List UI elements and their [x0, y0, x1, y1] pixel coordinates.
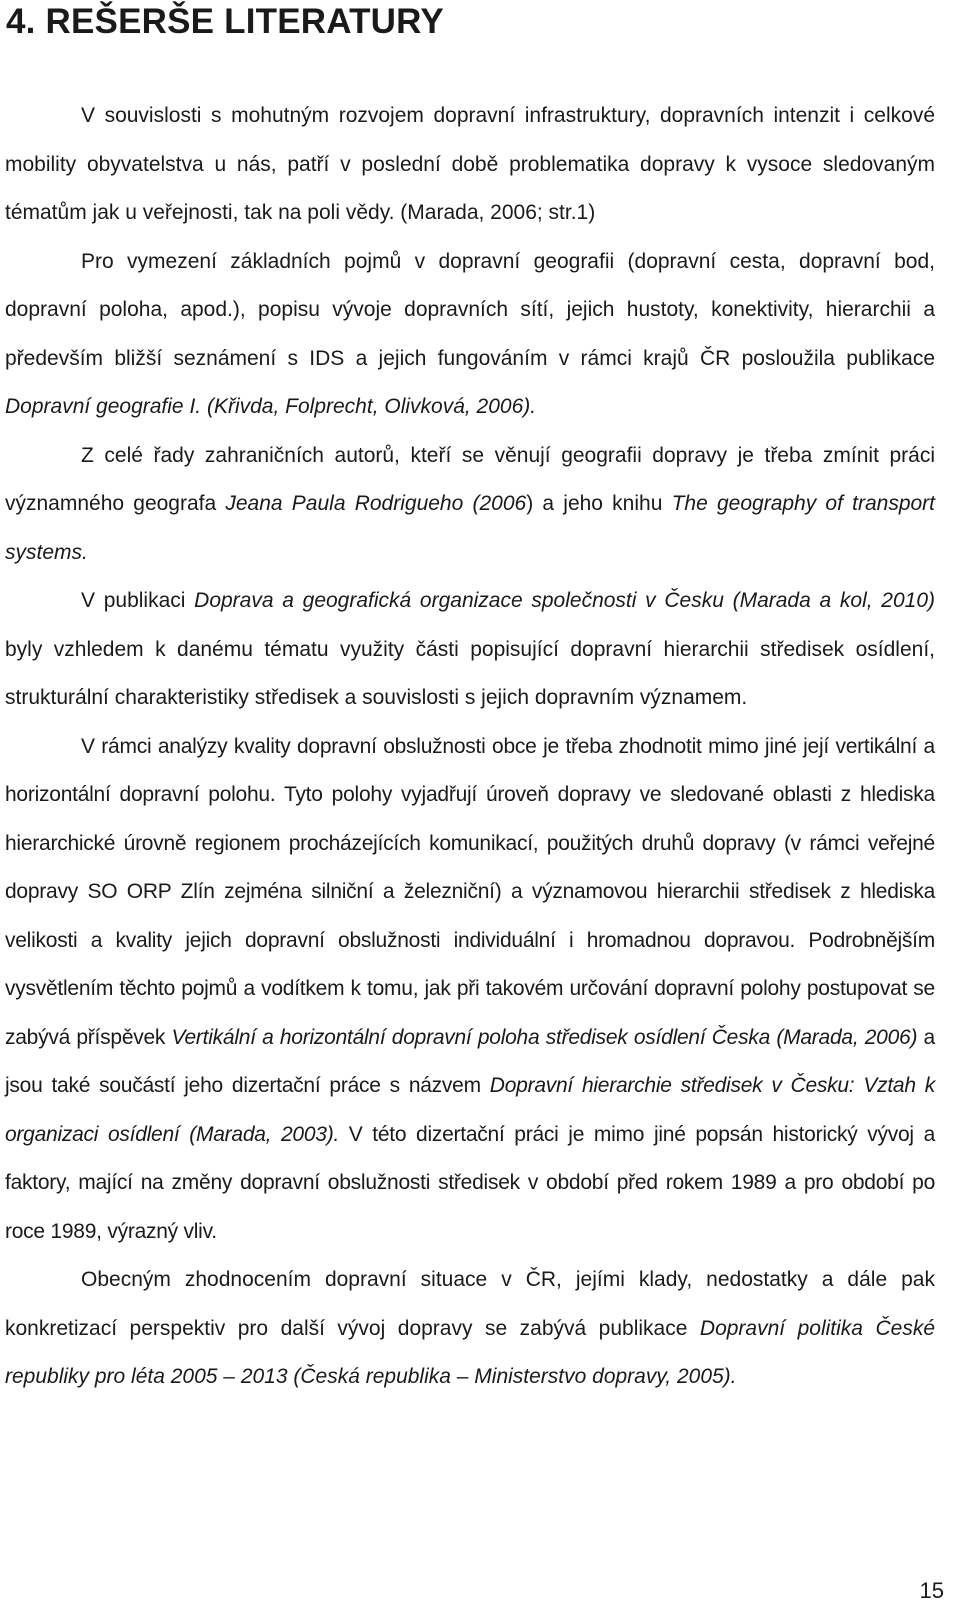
paragraph-3	[5, 432, 935, 578]
paragraph-4-text: V publikaci	[81, 589, 195, 612]
paragraph-3-text: Z celé řady zahraničních autorů, kteří se věnují geografii dopravy je třeba zmínit práci významného geografa	[5, 443, 935, 515]
paragraph-6-publication: Dopravní politika České republiky pro léta 2005 – 2013 (Česká republika – Ministerstvo dopravy, 2005).	[5, 1316, 935, 1388]
paragraph-4-publication: Doprava a geografická organizace společnosti v Česku (Marada a kol, 2010)	[194, 589, 935, 612]
paragraph-2-title: Dopravní geografie I.	[5, 395, 202, 418]
paragraph-6-text: Obecným zhodnocením dopravní situace v ČR, jejími klady, nedostatky a dále pak konkretizací perspektiv pro další vývoj dopravy se zabývá publikace	[5, 1268, 935, 1340]
page-number: 15	[919, 1578, 944, 1603]
paragraph-1-text: V souvislosti s mohutným rozvojem dopravní infrastruktury, dopravních intenzit i celkové mobility obyvatelstva u nás, patří v poslední době problematika dopravy k vysoce sledovaným tématům jak u veřejnosti, tak na poli vědy. (Marada, 2006; str.1)	[5, 104, 935, 224]
section-heading: 4. REŠERŠE LITERATURY	[6, 2, 444, 41]
paragraph-5-dissertation-title: Dopravní hierarchie středisek v Česku: Vztah k organizaci osídlení (Marada, 2003).	[5, 1074, 935, 1146]
paragraph-5-text-3: V této dizertační práci je mimo jiné popsán historický vývoj a faktory, mající na změny dopravní obslužnosti středisek v období před rokem 1989 a pro období po roce 1989, výrazný vliv.	[5, 1122, 935, 1243]
document-body	[5, 92, 935, 1402]
paragraph-2-citation: (Křivda, Folprecht, Olivková, 2006).	[206, 395, 537, 418]
paragraph-2	[5, 238, 935, 432]
paragraph-5	[5, 723, 935, 1257]
paragraph-4	[5, 577, 935, 723]
paragraph-1	[5, 92, 935, 238]
paragraph-3-author: Jeana Paula Rodrigueho (2006	[225, 492, 527, 515]
paragraph-5-text-2: a jsou také součástí jeho dizertační práce s názvem	[5, 1025, 935, 1097]
paragraph-3-text-2: ) a jeho knihu	[526, 492, 672, 515]
paragraph-5-text: V rámci analýzy kvality dopravní obslužnosti obce je třeba zhodnotit mimo jiné její vertikální a horizontální dopravní polohu. Tyto polohy vyjadřují úroveň dopravy ve sledované oblasti z hlediska hierarchické úrovně regionem procházejících komunikací, použitých druhů dopravy (v rámci veřejné dopravy SO ORP Zlín zejména silniční a železniční) a významovou hierarchii středisek z hlediska velikosti a kvality jejich dopravní obslužnosti individuální i hromadnou dopravou. Podrobnějším vysvětlením těchto pojmů a vodítkem k tomu, jak při takovém určování dopravní polohy postupovat se zabývá příspěvek	[5, 734, 935, 1049]
paragraph-6	[5, 1256, 935, 1402]
paragraph-3-book-title: The geography of transport systems.	[5, 492, 936, 564]
paragraph-5-article-title: Vertikální a horizontální dopravní poloha středisek osídlení Česka (Marada, 2006)	[171, 1025, 918, 1049]
paragraph-2-text: Pro vymezení základních pojmů v dopravní geografii (dopravní cesta, dopravní bod, dopravní poloha, apod.), popisu vývoje dopravních sítí, jejich hustoty, konektivity, hierarchii a především bližší seznámení s IDS a jejich fungováním v rámci krajů ČR posloužila publikace	[5, 249, 935, 370]
paragraph-4-text-2: byly vzhledem k danému tématu využity části popisující dopravní hierarchii středisek osídlení, strukturální charakteristiky středisek a souvislosti s jejich dopravním významem.	[5, 637, 935, 709]
